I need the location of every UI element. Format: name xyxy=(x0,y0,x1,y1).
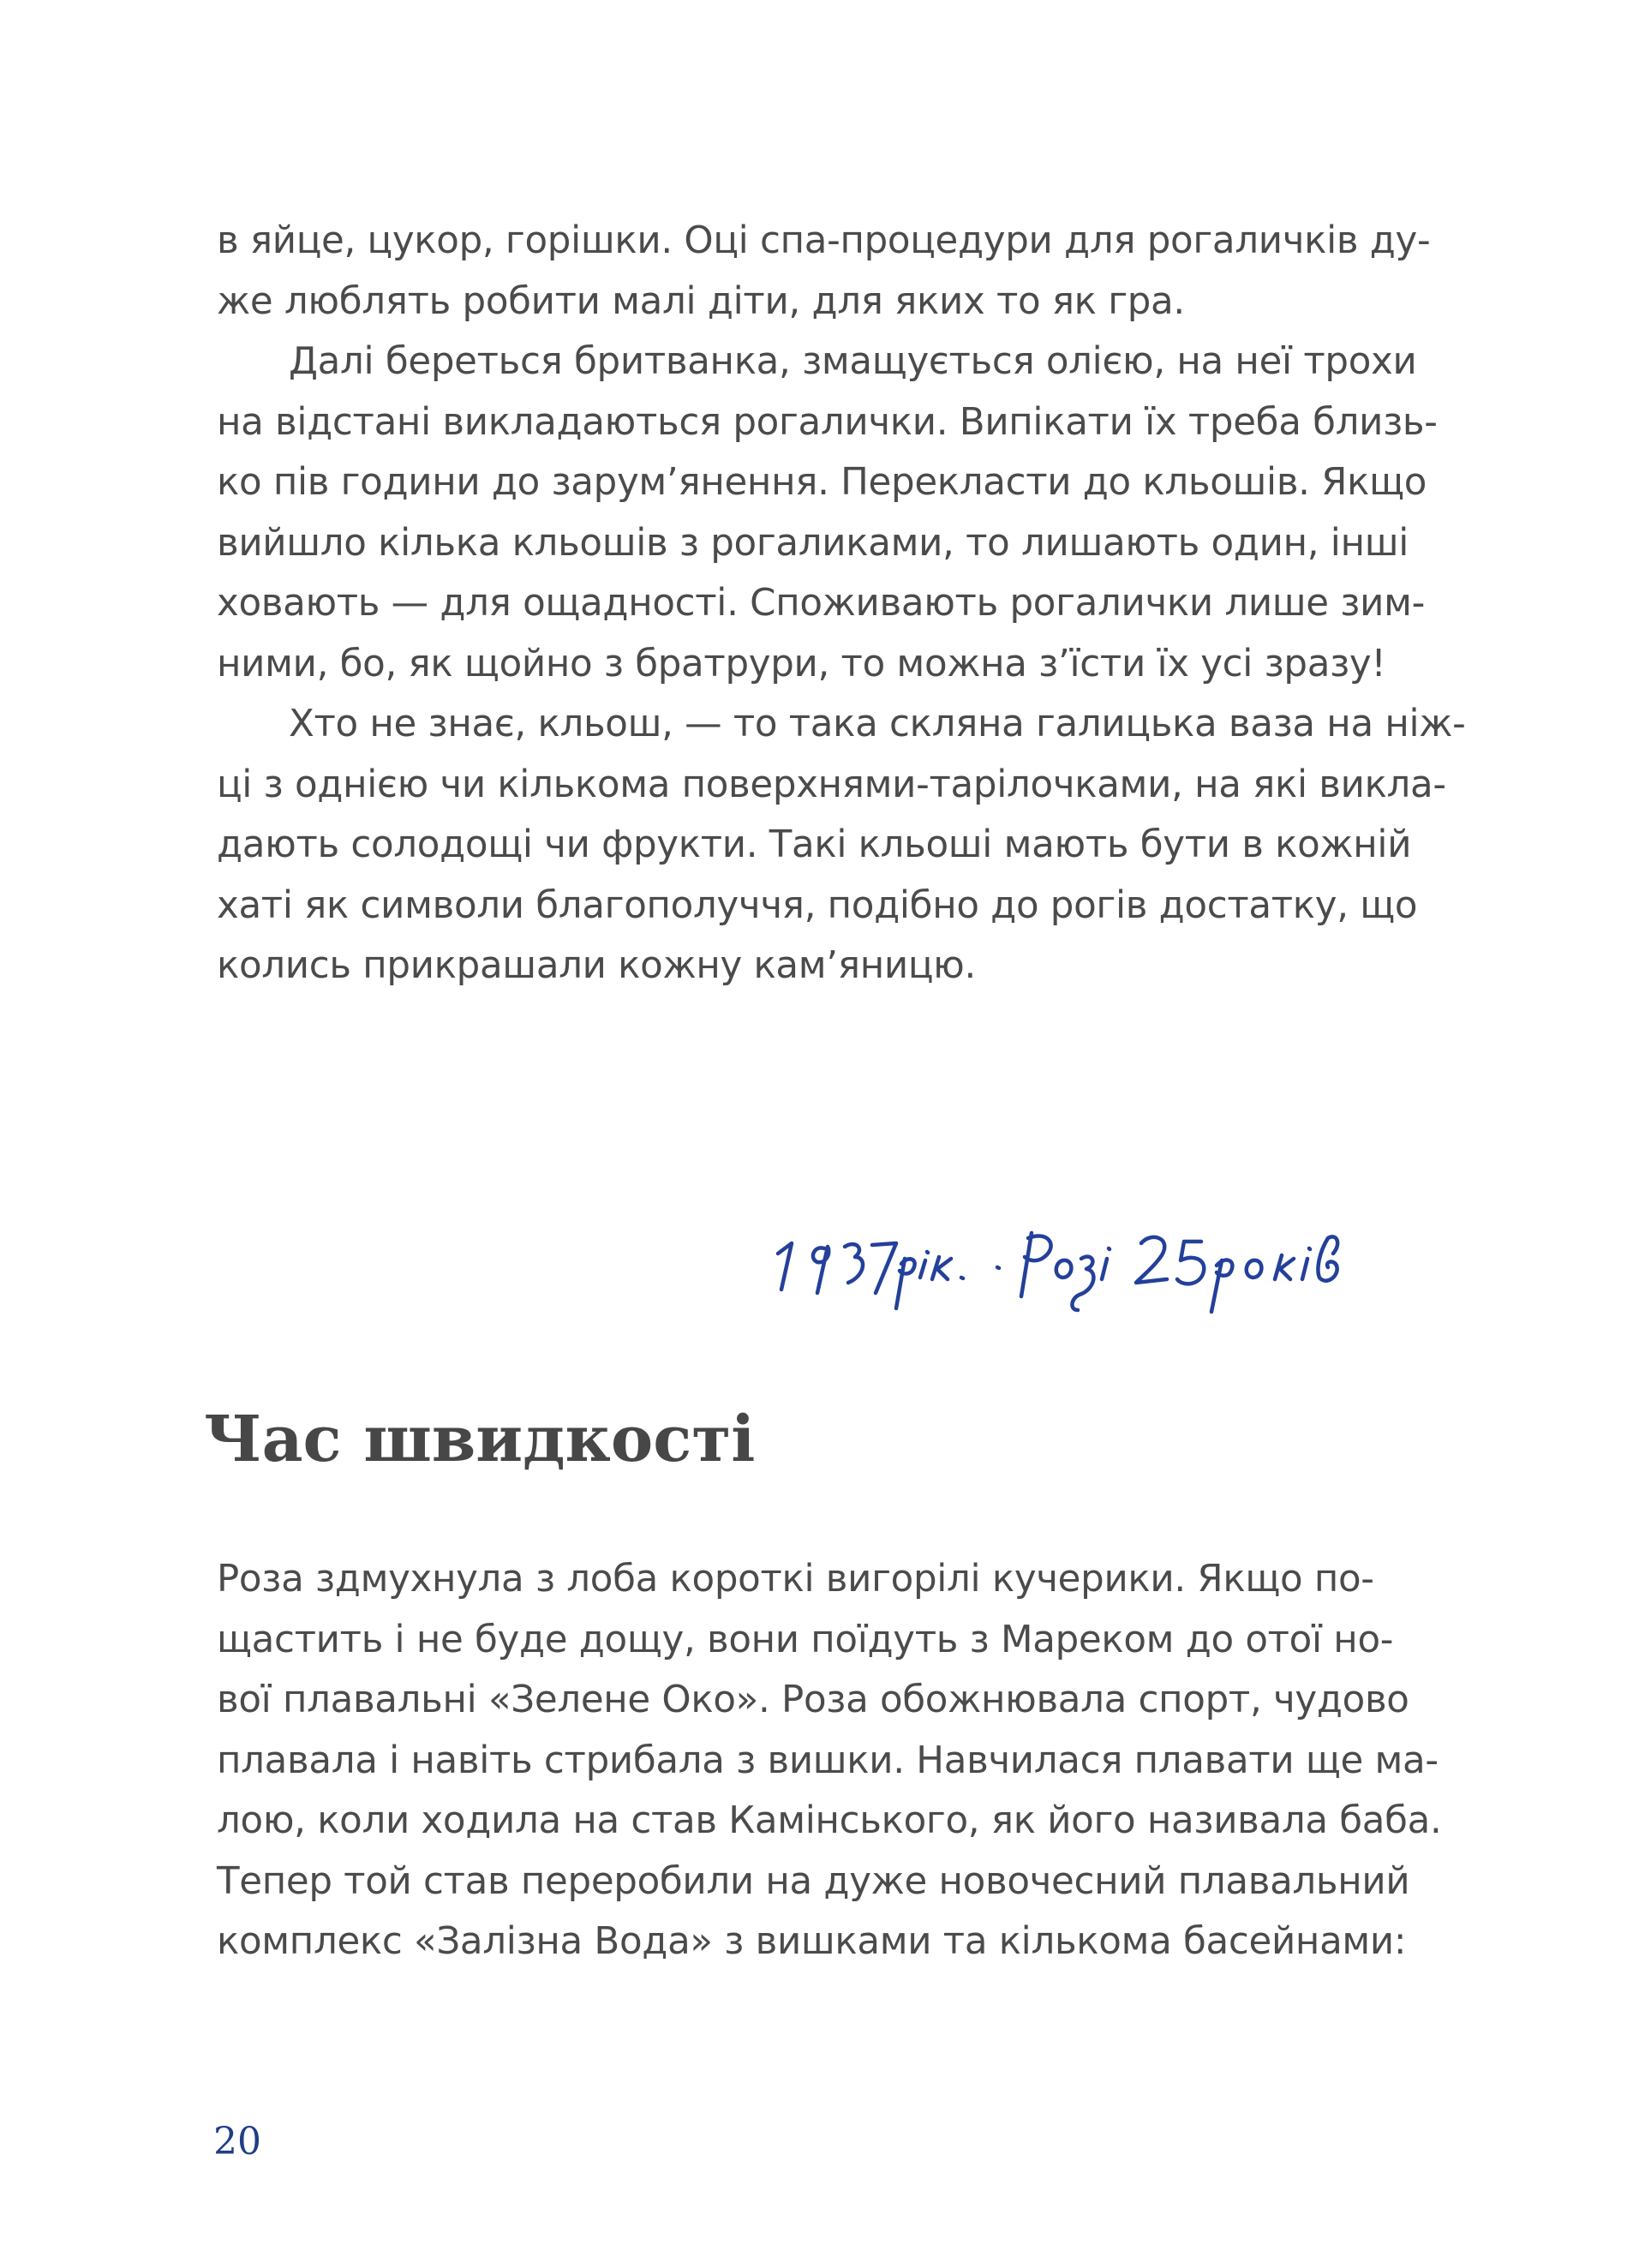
page-number: 20 xyxy=(213,2120,261,2163)
handwritten-note-text: 1937 рік. Розі 25 років xyxy=(771,1332,781,1333)
text-line: ховають — для ощадності. Споживають рогалички лише зим- xyxy=(217,582,1426,625)
text-line: же люблять робити малі діти, для яких то як гра. xyxy=(217,279,1185,323)
text-line: ко пів години до зарум’янення. Перекласти до кльошів. Якщо xyxy=(217,461,1427,504)
text-line: ними, бо, як щойно з братрури, то можна з’їсти їх усі зразу! xyxy=(217,642,1386,685)
text-line: хаті як символи благополуччя, подібно до рогів достатку, що xyxy=(217,883,1418,927)
text-line: Далі береться бритванка, змащується олією, на неї трохи xyxy=(289,340,1417,383)
text-line: щастить і не буде дощу, вони поїдуть з Мареком до отої но- xyxy=(217,1618,1394,1661)
text-line: Тепер той став переробили на дуже новочесний плавальний xyxy=(217,1859,1410,1903)
text-line: в яйце, цукор, горішки. Оці спа-процедури для рогаличків ду- xyxy=(217,219,1431,262)
text-line: на відстані викладаються рогалички. Випікати їх треба близь- xyxy=(217,400,1438,444)
text-line: вої плавальні «Зелене Око». Роза обожнювала спорт, чудово xyxy=(217,1679,1409,1721)
text-line: Роза здмухнула з лоба короткі вигорілі кучерики. Якщо по- xyxy=(217,1558,1374,1601)
text-line: комплекс «Залізна Вода» з вишками та кількома басейнами: xyxy=(217,1920,1407,1963)
text-line: колись прикрашали кожну кам’яницю. xyxy=(217,944,976,987)
body-text-bottom xyxy=(217,1549,1451,1972)
text-line: Хто не знає, кльош, — то така скляна галицька ваза на ніж- xyxy=(289,703,1466,745)
body-text-top xyxy=(217,211,1466,996)
text-line: плавала і навіть стрибала з вишки. Навчилася плавати ще ма- xyxy=(217,1738,1439,1782)
text-line: вийшло кілька кльошів з рогаликами, то лишають один, інші xyxy=(217,521,1409,565)
handwritten-note xyxy=(771,1204,1439,1341)
text-line: ці з однією чи кількома поверхнями-тарілочками, на які викла- xyxy=(217,763,1446,806)
text-line: дають солодощі чи фрукти. Такі кльоші мають бути в кожній xyxy=(217,823,1412,866)
section-heading: Час швидкості xyxy=(204,1403,756,1476)
text-line: лою, коли ходила на став Камінського, як його називала баба. xyxy=(217,1799,1442,1842)
